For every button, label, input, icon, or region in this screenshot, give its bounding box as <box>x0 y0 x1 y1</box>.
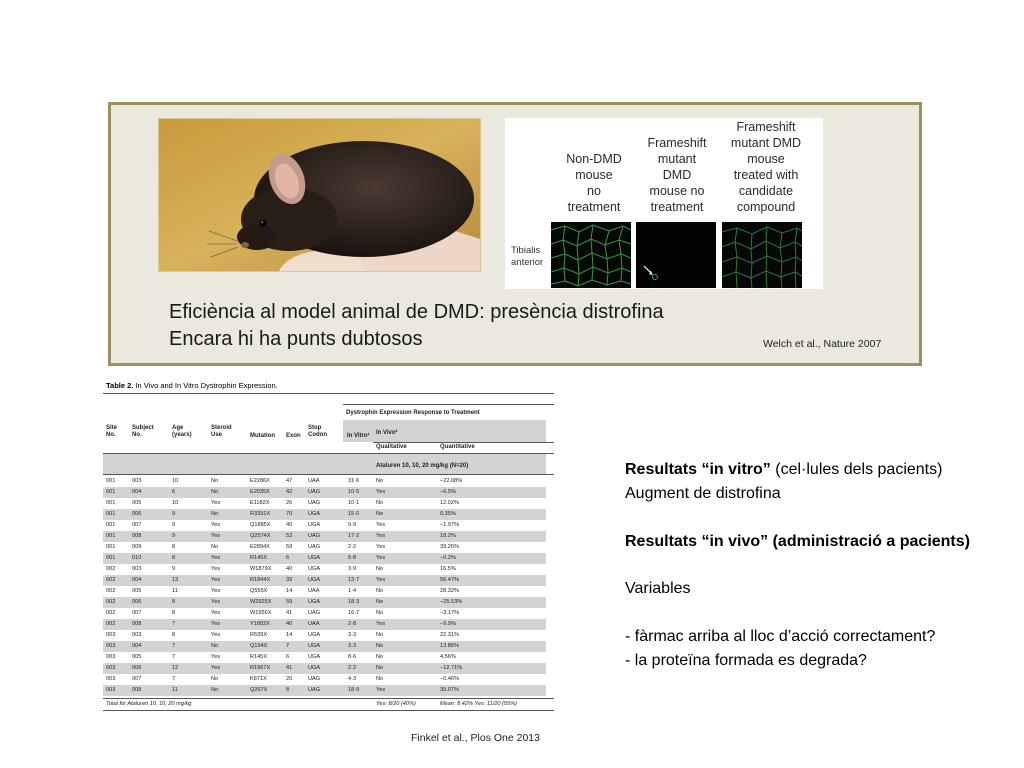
table-cell: 59 <box>286 544 293 550</box>
table-citation: Finkel et al., Plos One 2013 <box>411 732 540 744</box>
table-cell: 006 <box>132 665 142 671</box>
table-cell: Yes <box>211 533 221 539</box>
table-cell: 42 <box>286 489 293 495</box>
table-cell: No <box>211 687 219 693</box>
table-cell: UAG <box>308 676 321 682</box>
table-cell: 3·9 <box>348 566 357 572</box>
table-cell: 3·3 <box>348 632 357 638</box>
note-in-vivo: Resultats “in vivo” (administració a pacients) <box>625 533 970 550</box>
table-row <box>103 630 546 641</box>
table-cell: 39 <box>286 577 293 583</box>
table-cell: R3391X <box>250 511 271 517</box>
table-rule <box>103 698 554 699</box>
table-cell: Yes <box>376 522 386 528</box>
panel-heading: Eficiència al model animal de DMD: presència distrofina <box>169 301 664 323</box>
table-row <box>103 619 546 630</box>
table-cell: 2·2 <box>348 544 357 550</box>
table-row <box>103 685 546 696</box>
table-rule <box>343 404 554 405</box>
table-cell: 8 <box>172 544 176 550</box>
dystrophin-expression-table <box>103 376 554 719</box>
table-cell: 003 <box>132 478 142 484</box>
table-cell: 008 <box>132 533 142 539</box>
table-cell: 005 <box>132 500 142 506</box>
table-cell: E2035X <box>250 489 270 495</box>
table-cell: Yes <box>211 654 221 660</box>
table-cell: 003 <box>106 665 116 671</box>
table-cell: 007 <box>132 676 142 682</box>
table-cell: K871X <box>250 676 267 682</box>
table-cell: 22.31% <box>440 632 459 638</box>
header-in-vivo: In Vivo² <box>376 430 398 436</box>
table-cell: Yes <box>211 632 221 638</box>
table-cell: 6 <box>172 489 176 495</box>
table-cell: 4.56% <box>440 654 456 660</box>
table-cell: W1879X <box>250 566 272 572</box>
table-cell: 18·3 <box>348 599 360 605</box>
header-qualitative: Qualitative <box>376 444 407 450</box>
table-cell: 12 <box>172 665 179 671</box>
table-cell: Yes <box>211 555 221 561</box>
table-cell: UAG <box>308 533 321 539</box>
table-row <box>103 553 546 564</box>
table-cell: 26 <box>286 500 293 506</box>
table-cell: 10·1 <box>348 500 360 506</box>
table-cell: 15·0 <box>348 511 360 517</box>
table-cell: 006 <box>132 511 142 517</box>
table-cell: UAG <box>308 544 321 550</box>
table-cell: 003 <box>106 676 116 682</box>
table-total-qualitative: Yes: 8/20 (40%) <box>376 701 416 707</box>
table-cell: 8 <box>172 555 176 561</box>
table-cell: 8 <box>286 687 290 693</box>
table-cell: 18·9 <box>348 687 360 693</box>
dystrophin-staining-figure <box>505 118 823 289</box>
table-cell: 40 <box>286 621 293 627</box>
table-cell: Yes <box>376 621 386 627</box>
table-cell: Q2574X <box>250 533 271 539</box>
table-cell: 005 <box>132 654 142 660</box>
note-dystrophin-increase: Augment de distrofina <box>625 485 781 502</box>
table-rule <box>103 474 554 475</box>
table-row <box>103 531 546 542</box>
table-cell: 001 <box>106 478 116 484</box>
table-cell: UAG <box>308 687 321 693</box>
table-row <box>103 597 546 608</box>
table-cell: 003 <box>106 632 116 638</box>
table-total-quantitative: Mean: 8.42% Yes: 11/20 (55%) <box>440 701 517 707</box>
table-cell: No <box>211 489 219 495</box>
table-cell: 001 <box>106 489 116 495</box>
table-cell: 10 <box>172 478 179 484</box>
table-row <box>103 476 546 487</box>
table-cell: 001 <box>106 511 116 517</box>
table-cell: 13.86% <box>440 643 459 649</box>
table-cell: 008 <box>132 621 142 627</box>
table-cell: No <box>376 632 384 638</box>
table-cell: −6.5% <box>440 489 457 495</box>
table-cell: No <box>211 643 219 649</box>
table-row <box>103 674 546 685</box>
table-cell: 001 <box>106 555 116 561</box>
table-cell: 007 <box>132 522 142 528</box>
table-cell: 002 <box>106 621 116 627</box>
table-cell: 13 <box>172 577 179 583</box>
table-rule <box>373 442 554 443</box>
table-cell: 40 <box>286 566 293 572</box>
table-cell: Yes <box>211 500 221 506</box>
table-cell: 9 <box>172 511 176 517</box>
table-cell: E2894X <box>250 544 270 550</box>
table-cell: 53 <box>286 533 293 539</box>
table-cell: 006 <box>132 599 142 605</box>
table-cell: UGA <box>308 632 321 638</box>
table-cell: 16·7 <box>348 610 360 616</box>
table-cell: 001 <box>106 500 116 506</box>
table-cell: 16.5% <box>440 566 456 572</box>
table-cell: 1·4 <box>348 588 357 594</box>
table-cell: No <box>376 478 384 484</box>
table-row <box>103 575 546 586</box>
table-cell: Yes <box>376 577 386 583</box>
table-cell: 10·5 <box>348 489 360 495</box>
table-cell: 18.2% <box>440 533 456 539</box>
table-cell: 002 <box>106 566 116 572</box>
table-row <box>103 608 546 619</box>
table-cell: UGA <box>308 577 321 583</box>
table-cell: 004 <box>132 577 142 583</box>
table-cell: 010 <box>132 555 142 561</box>
micrograph-treated <box>722 222 802 288</box>
table-cell: −1.97% <box>440 522 460 528</box>
table-cell: No <box>211 544 219 550</box>
table-cell: No <box>376 500 384 506</box>
table-cell: 11 <box>172 588 178 594</box>
table-group-header: Dystrophin Expression Response to Treatment <box>346 410 480 416</box>
header-site: Site No. <box>106 425 118 438</box>
note-in-vitro: Resultats “in vitro” (cel·lules dels pacients) <box>625 461 943 478</box>
table-cell: 59 <box>286 599 293 605</box>
dose-label: Ataluren 10, 10, 20 mg/kg (N=20) <box>376 463 469 469</box>
table-cell: No <box>376 610 384 616</box>
table-row <box>103 542 546 553</box>
table-cell: 8 <box>172 632 176 638</box>
table-cell: 009 <box>132 544 142 550</box>
table-cell: 3·3 <box>348 643 357 649</box>
column-label-treated: Frameshift mutant DMD mouse treated with candidate compound <box>730 120 802 214</box>
table-cell: 8·6 <box>348 654 357 660</box>
table-cell: 003 <box>106 654 116 660</box>
table-cell: 5·8 <box>348 555 357 561</box>
table-cell: 8 <box>172 610 176 616</box>
table-cell: No <box>376 588 384 594</box>
header-stop-codon: Stop Codon <box>308 425 327 438</box>
table-cell: UAA <box>308 621 320 627</box>
table-cell: Y1882X <box>250 621 270 627</box>
table-cell: UGA <box>308 654 321 660</box>
table-cell: Q1885X <box>250 522 271 528</box>
table-cell: 2·8 <box>348 621 357 627</box>
table-cell: 0.35% <box>440 511 456 517</box>
table-row <box>103 509 546 520</box>
table-cell: 004 <box>132 489 142 495</box>
table-cell: 9·9 <box>348 522 357 528</box>
table-cell: −9.9% <box>440 621 457 627</box>
table-cell: 001 <box>106 533 116 539</box>
table-cell: 11 <box>172 687 178 693</box>
table-cell: 14 <box>286 632 293 638</box>
table-rule <box>103 393 554 394</box>
table-cell: 001 <box>106 522 116 528</box>
header-quantitative: Quantitative <box>440 444 475 450</box>
table-cell: 7 <box>172 621 176 627</box>
table-cell: UAG <box>308 610 321 616</box>
table-cell: 003 <box>106 643 116 649</box>
table-cell: Yes <box>376 544 386 550</box>
table-cell: Yes <box>376 687 386 693</box>
table-cell: 002 <box>106 588 116 594</box>
table-cell: 40 <box>286 522 293 528</box>
column-label-untreated: Frameshift mutant DMD mouse no treatment <box>647 136 707 214</box>
table-cell: UAA <box>308 588 320 594</box>
table-cell: R145X <box>250 654 268 660</box>
table-cell: 002 <box>106 577 116 583</box>
table-cell: Yes <box>211 588 221 594</box>
table-cell: 2·2 <box>348 665 357 671</box>
table-cell: 9 <box>172 522 176 528</box>
table-cell: E1182X <box>250 500 270 506</box>
header-steroid: Steroid Use <box>211 425 232 438</box>
table-dose-shade <box>103 454 546 474</box>
header-subject: Subject No. <box>132 425 154 438</box>
table-cell: No <box>376 676 384 682</box>
table-row <box>103 586 546 597</box>
table-cell: Yes <box>376 533 386 539</box>
note-question-2: - la proteïna formada es degrada? <box>625 652 867 669</box>
table-cell: No <box>376 665 384 671</box>
table-cell: No <box>211 676 219 682</box>
table-cell: −0.46% <box>440 676 460 682</box>
table-cell: UGA <box>308 511 321 517</box>
table-cell: No <box>376 654 384 660</box>
table-cell: 4·3 <box>348 676 357 682</box>
table-cell: W1956X <box>250 610 272 616</box>
table-cell: 003 <box>132 632 142 638</box>
table-cell: 008 <box>132 687 142 693</box>
table-cell: 9 <box>172 566 176 572</box>
note-variables: Variables <box>625 580 691 597</box>
table-cell: UGA <box>308 599 321 605</box>
header-age: Age (years) <box>172 425 192 438</box>
table-cell: No <box>376 643 384 649</box>
table-cell: 6 <box>286 555 290 561</box>
table-cell: 6 <box>286 654 290 660</box>
table-row <box>103 652 546 663</box>
table-cell: −12.71% <box>440 665 463 671</box>
table-cell: 41 <box>286 665 293 671</box>
table-cell: 28.32% <box>440 588 459 594</box>
table-cell: UGA <box>308 643 321 649</box>
mouse-photo <box>158 118 481 272</box>
study-panel <box>108 102 922 366</box>
table-cell: Yes <box>211 577 221 583</box>
table-title: Table 2. In Vivo and In Vitro Dystrophin Expression. <box>106 381 278 390</box>
table-cell: Yes <box>211 599 221 605</box>
table-rule <box>103 710 554 711</box>
table-header-shade <box>343 420 546 442</box>
table-cell: Yes <box>211 665 221 671</box>
table-cell: 14 <box>286 588 293 594</box>
table-cell: 8 <box>172 599 176 605</box>
table-cell: R1967X <box>250 665 271 671</box>
table-cell: UAG <box>308 489 321 495</box>
table-cell: 005 <box>132 588 142 594</box>
table-cell: 7 <box>286 643 290 649</box>
table-cell: 39.26% <box>440 544 459 550</box>
table-cell: UAA <box>308 478 320 484</box>
table-row <box>103 487 546 498</box>
table-row <box>103 520 546 531</box>
header-mutation: Mutation <box>250 433 275 439</box>
table-row <box>103 498 546 509</box>
table-cell: 004 <box>132 643 142 649</box>
table-cell: 56.47% <box>440 577 459 583</box>
table-cell: No <box>211 478 219 484</box>
table-cell: 41 <box>286 610 293 616</box>
table-cell: 003 <box>106 687 116 693</box>
table-cell: R145X <box>250 555 268 561</box>
table-cell: No <box>376 566 384 572</box>
table-cell: No <box>376 599 384 605</box>
table-cell: Q267X <box>250 687 268 693</box>
table-cell: −22.08% <box>440 478 463 484</box>
table-row <box>103 663 546 674</box>
table-cell: UGA <box>308 555 321 561</box>
table-cell: W2925X <box>250 599 272 605</box>
table-cell: 7 <box>172 676 176 682</box>
header-exon: Exon <box>286 433 301 439</box>
table-cell: 47 <box>286 478 293 484</box>
row-label-tibialis: Tibialis anterior <box>511 245 544 268</box>
table-cell: 70 <box>286 511 293 517</box>
table-cell: −3.17% <box>440 610 460 616</box>
table-cell: 007 <box>132 610 142 616</box>
table-cell: UGA <box>308 665 321 671</box>
table-cell: Yes <box>376 555 386 561</box>
table-cell: E2286X <box>250 478 270 484</box>
table-cell: −0.2% <box>440 555 457 561</box>
header-in-vitro: In Vitro¹ <box>347 433 370 439</box>
table-cell: 001 <box>106 544 116 550</box>
table-cell: 9 <box>172 533 176 539</box>
table-cell: 002 <box>106 610 116 616</box>
table-cell: 12.02% <box>440 500 459 506</box>
table-cell: −25.53% <box>440 599 463 605</box>
table-cell: No <box>376 511 384 517</box>
table-cell: Yes <box>211 566 221 572</box>
table-cell: R1844X <box>250 577 271 583</box>
table-cell: Q555X <box>250 588 268 594</box>
micrograph-untreated <box>636 222 716 288</box>
table-cell: 7 <box>172 643 176 649</box>
note-question-1: - fàrmac arriba al lloc d’acció correctament? <box>625 628 936 645</box>
panel-citation: Welch et al., Nature 2007 <box>763 338 882 350</box>
table-cell: 17·2 <box>348 533 360 539</box>
column-label-non-dmd: Non-DMD mouse no treatment <box>566 152 622 214</box>
micrograph-non-dmd <box>551 222 631 288</box>
table-row <box>103 564 546 575</box>
table-cell: Yes <box>211 621 221 627</box>
table-cell: Yes <box>211 522 221 528</box>
table-cell: 13·7 <box>348 577 360 583</box>
table-cell: 20 <box>286 676 293 682</box>
table-row <box>103 641 546 652</box>
table-cell: 10 <box>172 500 179 506</box>
panel-subheading: Encara hi ha punts dubtosos <box>169 328 423 350</box>
table-cell: Yes <box>376 489 386 495</box>
table-cell: 31·6 <box>348 478 360 484</box>
table-cell: UGA <box>308 522 321 528</box>
table-cell: 002 <box>106 599 116 605</box>
table-cell: 7 <box>172 654 176 660</box>
mouse-photo-icon <box>159 119 480 271</box>
table-cell: 39.07% <box>440 687 459 693</box>
table-cell: Q194X <box>250 643 268 649</box>
table-cell: Yes <box>211 610 221 616</box>
table-cell: UAG <box>308 500 321 506</box>
table-cell: UGA <box>308 566 321 572</box>
table-cell: No <box>211 511 219 517</box>
table-total-label: Total for Ataluren 10, 10, 20 mg/kg <box>106 701 192 707</box>
table-cell: R539X <box>250 632 268 638</box>
table-cell: 003 <box>132 566 142 572</box>
